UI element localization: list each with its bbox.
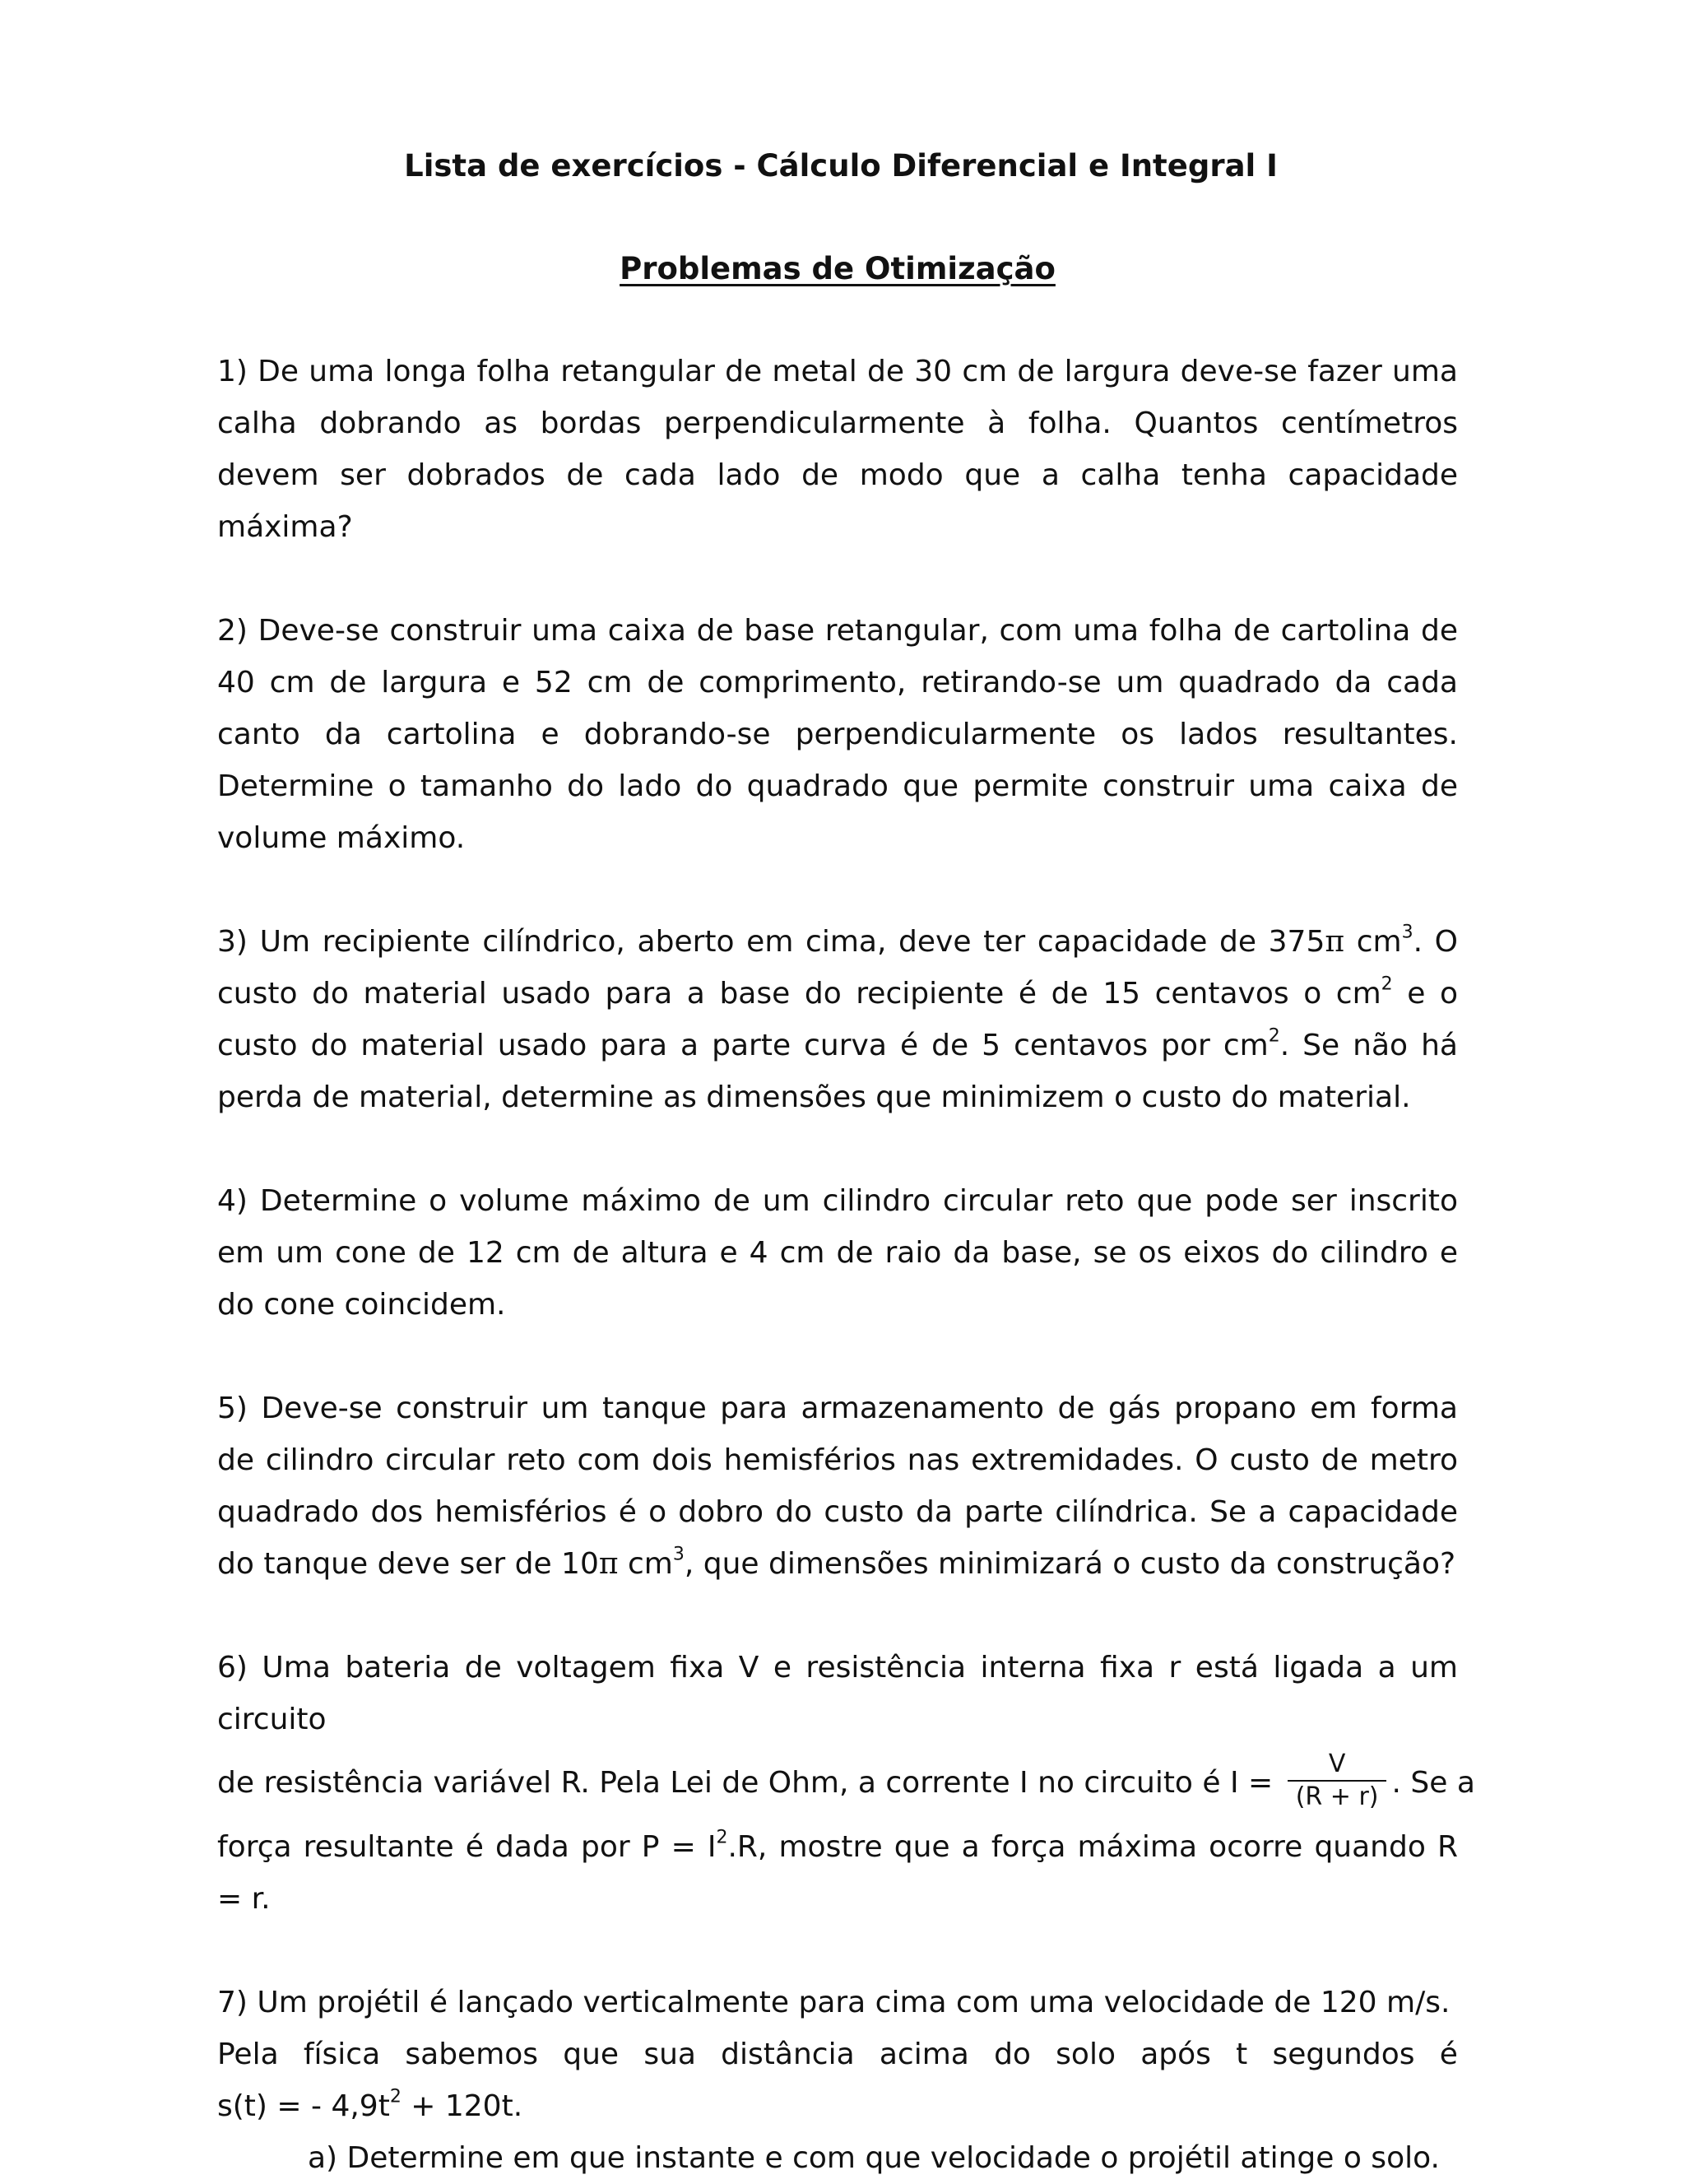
problem-5-unit: cm	[618, 1547, 673, 1581]
problem-6-text-end: . Se a	[1391, 1766, 1475, 1800]
problem-3-text-a: 3) Um recipiente cilíndrico, aberto em cima, deve ter capacidade de 375	[217, 925, 1325, 959]
pi-symbol: π	[1325, 925, 1345, 959]
problem-4: 4) Determine o volume máximo de um cilindro circular reto que pode ser inscrito em um cone de 12 cm de altura e 4 cm de raio da base, se os eixos do cilindro e do cone coincidem.	[217, 1184, 1458, 1322]
fraction-denominator: (R + r)	[1295, 1782, 1379, 1811]
equation-text: s(t) = - 4,9t	[217, 2089, 390, 2123]
problem-5-text-b: , que dimensões minimizará o custo da construção?	[684, 1547, 1456, 1581]
problem-7	[217, 1977, 1458, 2184]
section-subtitle	[217, 243, 1458, 295]
problem-3-text-d: . Se não há perda de material, determine as dimensões que minimizem o custo do material.	[217, 1029, 1458, 1114]
word: segundos	[1272, 2038, 1415, 2071]
problem-3-text-b: . O custo do material usado para a base do recipiente é de 15 centavos o cm	[217, 925, 1458, 1011]
ohm-fraction	[1288, 1749, 1387, 1813]
problem-7-line-3	[217, 2080, 1458, 2132]
problem-6-line-3	[217, 1821, 1458, 1925]
exponent: 3	[672, 1544, 685, 1565]
document-page	[217, 140, 1475, 2184]
section-subtitle-text: Problemas de Otimização	[620, 251, 1056, 286]
page-title: Lista de exercícios - Cálculo Diferencial e Integral I	[404, 148, 1278, 184]
problem-3-unit: cm	[1344, 925, 1402, 959]
word: acima	[879, 2038, 969, 2071]
problem-2: 2) Deve-se construir uma caixa de base retangular, com uma folha de cartolina de 40 cm de largura e 52 cm de comprimento, retirando-se um quadrado da cada canto da cartolina e dobrando-se perpendicularmente os lados resultantes. Determine o tamanho do lado do quadrado que permite construir uma caixa de volume máximo.	[217, 614, 1458, 855]
word: do	[994, 2038, 1031, 2071]
problem-6-line-1: 6) Uma bateria de voltagem fixa V e resistência interna fixa r está ligada a um circuito	[217, 1651, 1458, 1736]
problem-3-text-c: e o custo do material usado para a parte curva é de 5 centavos por cm	[217, 977, 1458, 1062]
problem-5	[217, 1382, 1458, 1590]
problem-5-text-a: 5) Deve-se construir um tanque para armazenamento de gás propano em forma de cilindro circular reto com dois hemisférios nas extremidades. O custo de metro quadrado dos hemisférios é o dobro do custo da parte cilíndrica. Se a capacidade do tanque deve ser de 10	[217, 1392, 1458, 1581]
problem-3	[217, 916, 1458, 1123]
exponent: 2	[1268, 1025, 1280, 1047]
word: física	[303, 2038, 381, 2071]
problem-6-text-end: .R, mostre que a força máxima ocorre quando R = r.	[217, 1830, 1458, 1916]
problem-6-text: de resistência variável R. Pela Lei de Ohm, a corrente I no circuito é I =	[217, 1766, 1274, 1800]
word: t	[1236, 2038, 1248, 2071]
problem-7-line-1: 7) Um projétil é lançado verticalmente para cima com uma velocidade de 120 m/s.	[217, 1986, 1451, 2019]
exponent: 3	[1401, 922, 1413, 943]
problem-1: 1) De uma longa folha retangular de metal de 30 cm de largura deve-se fazer uma calha dobrando as bordas perpendicularmente à folha. Quantos centímetros devem ser dobrados de cada lado de modo que a calha tenha capacidade máxima?	[217, 355, 1458, 544]
problem-7-item-a: a) Determine em que instante e com que velocidade o projétil atinge o solo.	[308, 2141, 1440, 2175]
word: sabemos	[405, 2038, 539, 2071]
exponent: 2	[389, 2086, 402, 2107]
exponent: 2	[716, 1827, 728, 1848]
word: solo	[1056, 2038, 1116, 2071]
fraction-numerator: V	[1288, 1749, 1387, 1782]
problem-6-line-2	[217, 1745, 1475, 1821]
word: após	[1140, 2038, 1211, 2071]
pi-symbol: π	[598, 1547, 619, 1581]
word: sua	[643, 2038, 696, 2071]
word: que	[563, 2038, 620, 2071]
word: Pela	[217, 2038, 279, 2071]
problem-7-line-2	[217, 2028, 1458, 2080]
equation-text-end: + 120t.	[401, 2089, 523, 2123]
problem-6	[217, 1642, 1475, 1925]
problem-6-text: força resultante é dada por P = I	[217, 1830, 717, 1864]
word: é	[1439, 2038, 1458, 2071]
word: distância	[721, 2038, 855, 2071]
exponent: 2	[1381, 974, 1393, 995]
